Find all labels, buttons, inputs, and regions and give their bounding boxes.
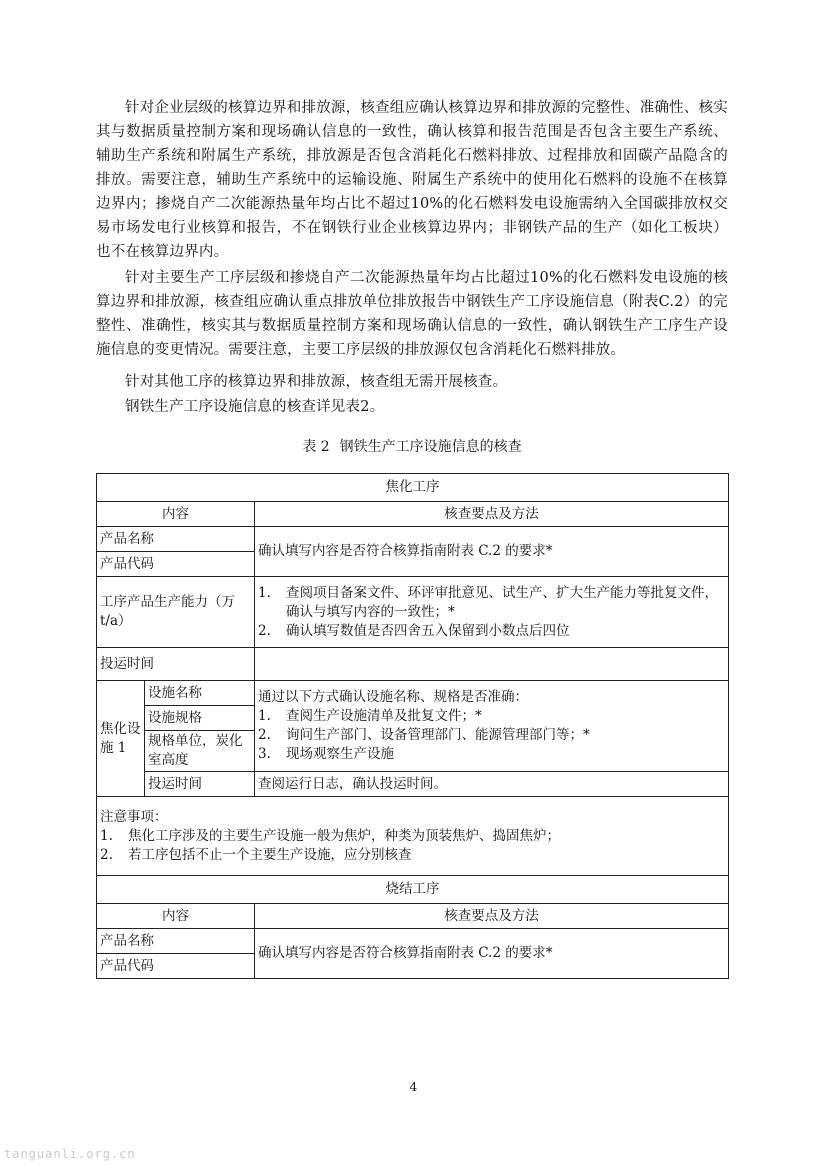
cell-start-time-label: 投运时间	[97, 648, 255, 681]
paragraph-enterprise-boundary: 针对企业层级的核算边界和排放源，核查组应确认核算边界和排放源的完整性、准确性、核实其与数据质量控制方案和现场确认信息的一致性，确认核算和报告范围是否包含主要生产系统、辅助生产系统和附属生产系统，排放源是否包含消耗化石燃料排放、过程排放和固碳产品隐含的排放。需要注意，辅助生产系统中的运输设施、附属生产系统中的使用化石燃料的设施不在核算边界内；掺烧自产二次能源热量年均占比不超过10%的化石燃料发电设施需纳入全国碳排放权交易市场发电行业核算和报告，不在钢铁行业企业核算边界内；非钢铁产品的生产（如化工板块）也不在核算边界内。	[96, 100, 728, 260]
table-row	[97, 929, 729, 954]
table-caption-title: 钢铁生产工序设施信息的核查	[339, 439, 522, 455]
table-row	[97, 681, 729, 706]
facility-verification-table	[96, 473, 729, 979]
list-item: 2. 若工序包括不止一个主要生产设施，应分别核查	[100, 846, 412, 863]
watermark-text: tanguanli.org.cn	[4, 1147, 136, 1161]
table-caption	[96, 437, 728, 457]
cell-product-name: 产品名称	[97, 929, 255, 954]
section-title-coking: 焦化工序	[97, 474, 729, 502]
paragraph-other-process: 针对其他工序的核算边界和排放源，核查组无需开展核查。	[125, 374, 508, 390]
section-title-sintering: 烧结工序	[97, 876, 729, 904]
table-row	[97, 577, 729, 648]
cell-product-method: 确认填写内容是否符合核算指南附表 C.2 的要求*	[255, 527, 729, 577]
page-number: 4	[409, 1080, 418, 1094]
facility-steps-list	[258, 707, 725, 764]
cell-product-method: 确认填写内容是否符合核算指南附表 C.2 的要求*	[255, 929, 729, 979]
table-row	[97, 772, 729, 797]
list-item: 2. 确认填写数值是否四舍五入保留到小数点后四位	[258, 622, 570, 639]
list-item: 2. 询问生产部门、设备管理部门、能源管理部门等；*	[258, 727, 590, 743]
table-row	[97, 527, 729, 552]
header-row	[97, 502, 729, 527]
paragraph-process-boundary: 针对主要生产工序层级和掺烧自产二次能源热量年均占比超过10%的化石燃料发电设施的核算边界和排放源，核查组应确认重点排放单位排放报告中钢铁生产工序设施信息（附表C.2）的完整性、准确性，核实其与数据质量控制方案和现场确认信息的一致性，确认钢铁生产工序生产设施信息的变更情况。需要注意，主要工序层级的排放源仅包含消耗化石燃料排放。	[96, 270, 728, 358]
cell-facility-method	[255, 681, 729, 772]
header-content: 内容	[97, 502, 255, 527]
header-row	[97, 904, 729, 929]
section-row-sintering	[97, 876, 729, 904]
table-row	[97, 797, 729, 876]
cell-product-name: 产品名称	[97, 527, 255, 552]
cell-facility-start-time: 投运时间	[145, 772, 255, 797]
list-item: 3. 现场观察生产设施	[258, 746, 394, 762]
cell-facility-group: 焦化设施 1	[97, 681, 145, 797]
cell-capacity-method	[255, 577, 729, 648]
list-item: 1. 查阅项目备案文件、环评审批意见、试生产、扩大生产能力等批复文件，确认与填写内容的一致性；*	[258, 584, 718, 620]
table-row	[97, 648, 729, 681]
list-item: 1. 查阅生产设施清单及批复文件；*	[258, 708, 482, 724]
capacity-steps-list	[258, 584, 725, 641]
header-method: 核查要点及方法	[255, 904, 729, 929]
table-caption-number: 表 2	[302, 439, 330, 455]
cell-start-time-method	[255, 648, 729, 681]
cell-facility-unit: 规格单位，炭化室高度	[145, 731, 255, 772]
cell-capacity-label: 工序产品生产能力（万 t/a）	[97, 577, 255, 648]
cell-notes	[97, 797, 729, 876]
cell-product-code: 产品代码	[97, 552, 255, 577]
list-item: 1. 焦化工序涉及的主要生产设施一般为焦炉，种类为顶装焦炉、捣固焦炉；	[100, 827, 560, 844]
paragraph-table-reference: 钢铁生产工序设施信息的核查详见表2。	[125, 399, 385, 415]
notes-title: 注意事项：	[100, 808, 168, 825]
facility-method-intro: 通过以下方式确认设施名称、规格是否准确：	[258, 689, 528, 705]
section-row-coking	[97, 474, 729, 502]
cell-product-code: 产品代码	[97, 954, 255, 979]
header-content: 内容	[97, 904, 255, 929]
notes-list	[100, 827, 725, 865]
cell-facility-start-method: 查阅运行日志，确认投运时间。	[255, 772, 729, 797]
header-method: 核查要点及方法	[255, 502, 729, 527]
cell-facility-spec: 设施规格	[145, 706, 255, 731]
cell-facility-name: 设施名称	[145, 681, 255, 706]
